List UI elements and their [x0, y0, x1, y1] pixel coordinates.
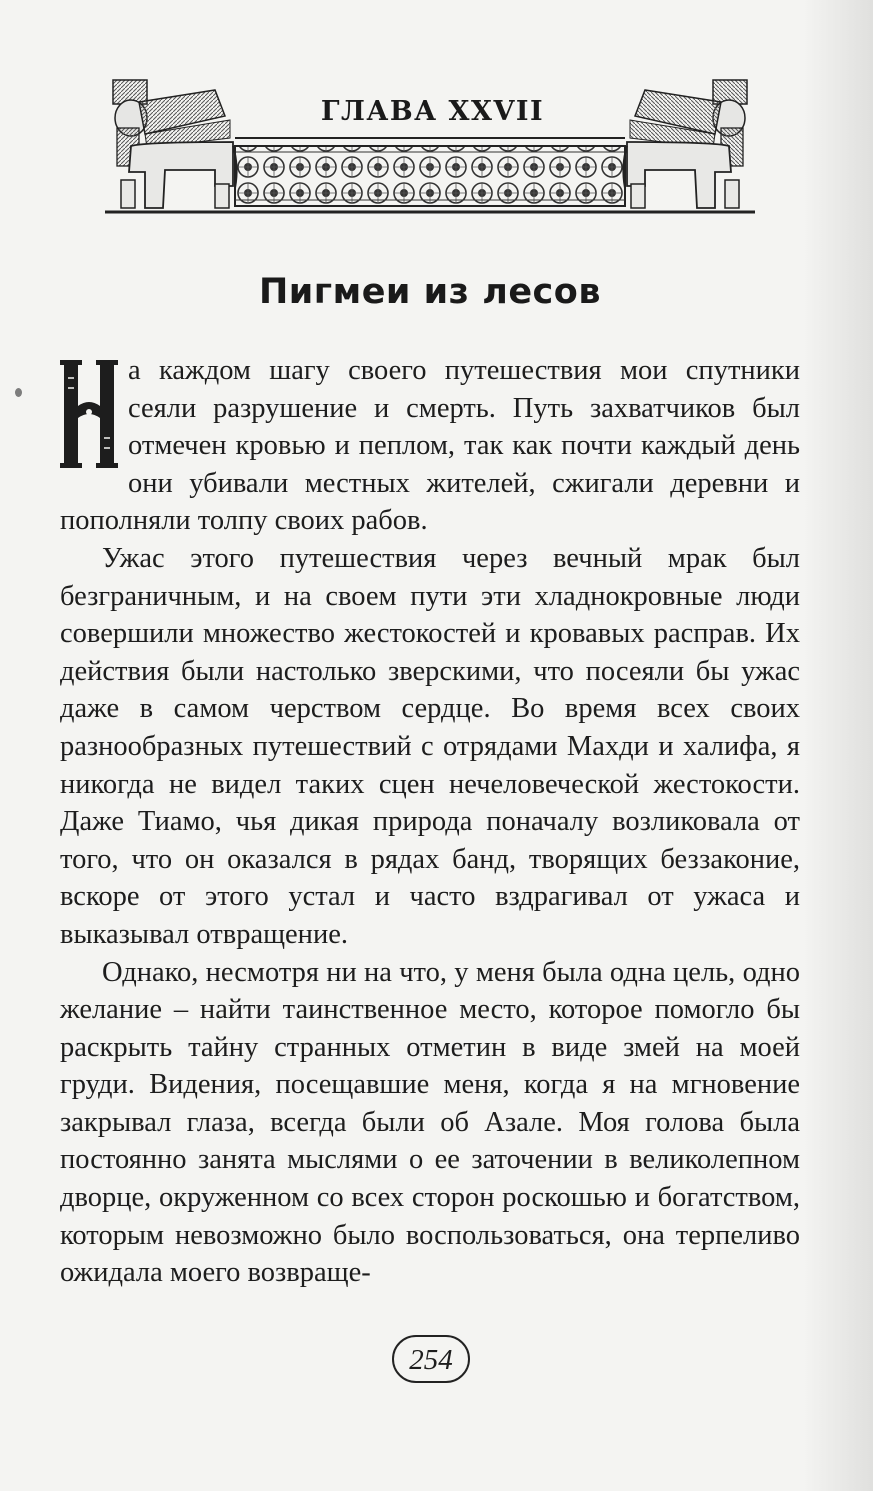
chapter-number-label: ГЛАВА XXVII [320, 96, 545, 127]
paragraph-3: Однако, несмотря ни на что, у меня была одна цель, одно желание – найти таинственное место, которое помогло бы раскрыть тайну странных отметин в виде змей на моей груди. Видения, посещавшие меня, когда я на мгновение закрывал глаза, всегда были об Азале. Моя голова была постоянно занята мыслями о ее заточении в великолепном дворце, окруженном со всех сторон роскошью и богатством, которым невозможно было воспользоваться, она терпеливо ожидала моего возвраще- [60, 956, 800, 1289]
page-number: 254 [392, 1335, 470, 1383]
ornate-capital-icon [60, 358, 118, 470]
page-edge-shadow [803, 0, 873, 1491]
chapter-body [60, 352, 800, 1292]
paragraph-1: а каждом шагу своего путешествия мои спутники сеяли разрушение и смерть. Путь захватчиков был отмечен кровью и пеплом, так как почти каждый день они убивали местных жителей, сжигали деревни и пополняли толпу своих рабов. [60, 355, 800, 537]
paper-speck [15, 388, 22, 397]
chapter-title: Пигмеи из лесов [258, 272, 602, 312]
dropcap-letter [60, 358, 118, 470]
paragraph-2: Ужас этого путешествия через вечный мрак был безграничным, и на своем пути эти хладнокровные люди совершили множество жестокостей и кровавых расправ. Их действия были настолько зверскими, что посеяли бы ужас даже в самом черством сердце. Во время всех своих разнообразных путешествий с отрядами Махди и халифа, я никогда не видел таких сцен нечеловеческой жестокости. Даже Тиамо, чья дикая природа поначалу возликовала от того, что он оказался в рядах банд, творящих беззаконие, вскоре от этого устал и часто вздрагивал от ужаса и выказывал отвращение. [60, 542, 800, 950]
